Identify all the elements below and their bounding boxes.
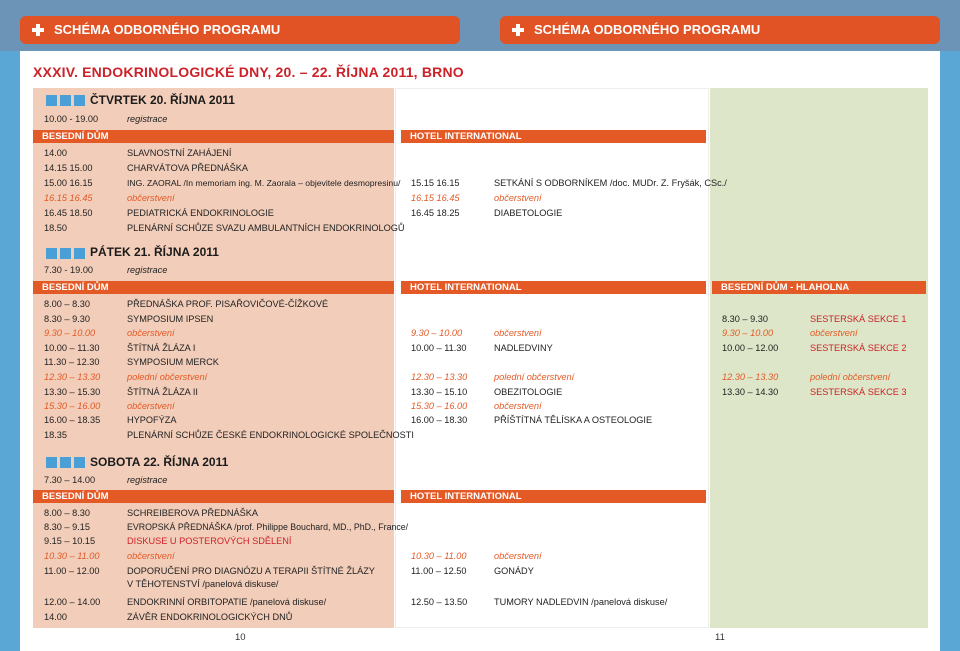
slot-time: 9.30 – 10.00: [44, 328, 96, 338]
slot-time: 12.30 – 13.30: [722, 372, 779, 382]
venue-bar-hlaholna: BESEDNÍ DŮM - HLAHOLNA: [712, 281, 926, 294]
slot-label: občerstvení: [810, 328, 858, 338]
slot-label: SCHREIBEROVA PŘEDNÁŠKA: [127, 508, 259, 518]
slot-label: OBEZITOLOGIE: [494, 387, 563, 397]
slot-label: PEDIATRICKÁ ENDOKRINOLOGIE: [127, 208, 274, 218]
slot-time: 16.15 16.45: [411, 193, 460, 203]
slot-label: SESTERSKÁ SEKCE 3: [810, 387, 907, 397]
square-icon: [46, 457, 57, 468]
page-number-right: 11: [715, 632, 725, 643]
registration-label: registrace: [127, 475, 168, 485]
slot-time: 8.30 – 9.30: [722, 314, 768, 324]
slot-time: 18.50: [44, 223, 67, 233]
slot-label: ŠTÍTNÁ ŽLÁZA II: [127, 387, 198, 397]
slot-time: 12.50 – 13.50: [411, 597, 468, 607]
cross-icon: [512, 24, 524, 36]
slot-time: 15.15 16.15: [411, 178, 460, 188]
square-icon: [74, 457, 85, 468]
slot-label: občerstvení: [494, 328, 542, 338]
slot-label: PŘÍŠTÍTNÁ TĚLÍSKA A OSTEOLOGIE: [494, 415, 653, 425]
slot-time: 12.30 – 13.30: [411, 372, 468, 382]
column-hotel-international: [395, 88, 709, 628]
slot-label: ENDOKRINNÍ ORBITOPATIE /panelová diskuse/: [127, 597, 327, 607]
day-heading-saturday: SOBOTA 22. ŘÍJNA 2011: [90, 455, 229, 469]
venue-bar-besedni-dum: BESEDNÍ DŮM: [33, 490, 394, 503]
slot-label: ING. ZAORAL /In memoriam ing. M. Zaorala – objevitele desmopresinu/: [127, 178, 401, 188]
slot-label: GONÁDY: [494, 566, 534, 576]
slot-time: 15.00 16.15: [44, 178, 93, 188]
slot-label: občerstvení: [494, 193, 542, 203]
slot-label: občerstvení: [127, 193, 175, 203]
slot-time: 10.00 – 11.30: [44, 343, 100, 353]
slot-label-line2: V TĚHOTENSTVÍ /panelová diskuse/: [127, 579, 279, 589]
slot-label: SYMPOSIUM MERCK: [127, 357, 219, 367]
page-title: XXXIV. ENDOKRINOLOGICKÉ DNY, 20. – 22. ŘÍJNA 2011, BRNO: [33, 64, 464, 80]
square-icon: [74, 95, 85, 106]
tab-program-schema-left[interactable]: SCHÉMA ODBORNÉHO PROGRAMU: [20, 16, 460, 44]
slot-time: 14.15 15.00: [44, 163, 93, 173]
slot-label: občerstvení: [127, 551, 175, 561]
slot-label: TUMORY NADLEDVIN /panelová diskuse/: [494, 597, 668, 607]
square-icon: [60, 248, 71, 259]
slot-time: 14.00: [44, 148, 67, 158]
registration-label: registrace: [127, 114, 168, 124]
slot-time: 15.30 – 16.00: [411, 401, 468, 411]
slot-label: občerstvení: [127, 328, 175, 338]
slot-time: 9.30 – 10.00: [411, 328, 463, 338]
slot-time: 13.30 – 15.10: [411, 387, 468, 397]
slot-label: SYMPOSIUM IPSEN: [127, 314, 214, 324]
page-number-left: 10: [235, 632, 246, 643]
column-hlaholna: [710, 88, 928, 628]
registration-time: 7.30 - 19.00: [44, 265, 94, 275]
slot-time: 16.00 – 18.35: [44, 415, 101, 425]
day-heading-thursday: ČTVRTEK 20. ŘÍJNA 2011: [90, 93, 235, 107]
day-heading-friday: PÁTEK 21. ŘÍJNA 2011: [90, 245, 219, 259]
slot-time: 18.35: [44, 430, 67, 440]
slot-time: 16.15 16.45: [44, 193, 93, 203]
venue-bar-hotel-international: HOTEL INTERNATIONAL: [401, 281, 706, 294]
slot-label: SESTERSKÁ SEKCE 2: [810, 343, 907, 353]
slot-time: 10.30 – 11.00: [44, 551, 100, 561]
slot-time: 10.00 – 11.30: [411, 343, 467, 353]
slot-time: 8.30 – 9.15: [44, 522, 90, 532]
slot-time: 9.15 – 10.15: [44, 536, 96, 546]
venue-bar-hotel-international: HOTEL INTERNATIONAL: [401, 490, 706, 503]
square-icon: [60, 95, 71, 106]
slot-label: občerstvení: [494, 401, 542, 411]
slot-label: SETKÁNÍ S ODBORNÍKEM /doc. MUDr. Z. Fryšák, CSc./: [494, 178, 727, 188]
slot-label: ZÁVĚR ENDOKRINOLOGICKÝCH DNŮ: [127, 612, 293, 622]
square-icon: [74, 248, 85, 259]
slot-time: 9.30 – 10.00: [722, 328, 774, 338]
slot-time: 11.00 – 12.00: [44, 566, 100, 576]
slot-label: CHARVÁTOVA PŘEDNÁŠKA: [127, 163, 249, 173]
venue-bar-besedni-dum: BESEDNÍ DŮM: [33, 130, 394, 143]
slot-time: 13.30 – 15.30: [44, 387, 101, 397]
slot-time: 8.30 – 9.30: [44, 314, 90, 324]
slot-time: 8.00 – 8.30: [44, 299, 90, 309]
slot-time: 14.00: [44, 612, 67, 622]
venue-bar-hotel-international: HOTEL INTERNATIONAL: [401, 130, 706, 143]
tab-program-schema-right[interactable]: SCHÉMA ODBORNÉHO PROGRAMU: [500, 16, 940, 44]
slot-label: polední občerstvení: [127, 372, 208, 382]
slot-time: 16.45 18.50: [44, 208, 93, 218]
square-icon: [46, 95, 57, 106]
registration-time: 10.00 - 19.00: [44, 114, 99, 124]
registration-time: 7.30 – 14.00: [44, 475, 96, 485]
square-icon: [46, 248, 57, 259]
slot-label: polední občerstvení: [494, 372, 575, 382]
slot-time: 15.30 – 16.00: [44, 401, 101, 411]
slot-label: občerstvení: [494, 551, 542, 561]
cross-icon: [32, 24, 44, 36]
slot-label: PLENÁRNÍ SCHŮZE SVAZU AMBULANTNÍCH ENDOKRINOLOGŮ: [127, 223, 405, 233]
slot-time: 13.30 – 14.30: [722, 387, 779, 397]
venue-bar-besedni-dum: BESEDNÍ DŮM: [33, 281, 394, 294]
slot-time: 10.30 – 11.00: [411, 551, 467, 561]
square-icon: [60, 457, 71, 468]
slot-label: PŘEDNÁŠKA PROF. PISAŘOVIČOVÉ-ČÍŽKOVÉ: [127, 299, 329, 309]
slot-label: občerstvení: [127, 401, 175, 411]
slot-label: ŠTÍTNÁ ŽLÁZA I: [127, 343, 196, 353]
slot-time: 16.45 18.25: [411, 208, 460, 218]
slot-time: 11.00 – 12.50: [411, 566, 467, 576]
slot-time: 12.00 – 14.00: [44, 597, 101, 607]
slot-label: DOPORUČENÍ PRO DIAGNÓZU A TERAPII ŠTÍTNÉ ŽLÁZY: [127, 566, 375, 576]
slot-label: HYPOFÝZA: [127, 415, 177, 425]
slot-label: DISKUSE U POSTEROVÝCH SDĚLENÍ: [127, 536, 292, 546]
slot-time: 10.00 – 12.00: [722, 343, 779, 353]
slot-label: PLENÁRNÍ SCHŮZE ČESKÉ ENDOKRINOLOGICKÉ SPOLEČNOSTI: [127, 430, 414, 440]
slot-label: EVROPSKÁ PŘEDNÁŠKA /prof. Philippe Bouchard, MD., PhD., France/: [127, 522, 409, 532]
slot-label: SLAVNOSTNÍ ZAHÁJENÍ: [127, 148, 232, 158]
registration-label: registrace: [127, 265, 168, 275]
slot-time: 16.00 – 18.30: [411, 415, 468, 425]
slot-label: polední občerstvení: [810, 372, 891, 382]
slot-label: NADLEDVINY: [494, 343, 553, 353]
slot-label: SESTERSKÁ SEKCE 1: [810, 314, 907, 324]
slot-time: 11.30 – 12.30: [44, 357, 100, 367]
slot-time: 8.00 – 8.30: [44, 508, 90, 518]
slot-label: DIABETOLOGIE: [494, 208, 563, 218]
slot-time: 12.30 – 13.30: [44, 372, 101, 382]
